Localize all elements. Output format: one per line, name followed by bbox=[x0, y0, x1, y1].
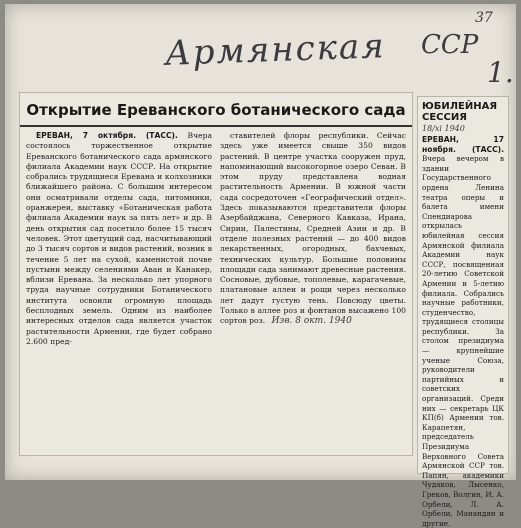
side-heading: ЮБИЛЕЙНАЯ СЕССИЯ bbox=[422, 101, 498, 123]
main-clipping bbox=[19, 92, 413, 456]
handwritten-source-note: Изв. 8 окт. 1940 bbox=[271, 316, 352, 327]
article-dateline: ЕРЕВАН, 7 октября. (ТАСС). bbox=[36, 131, 178, 140]
article-text-2: ставителей флоры республики. Сейчас здесь уже имеется свыше 350 видов растений. В центре участка сооружен пруд, напоминающий высокогорное озеро Севан. В этом пруду представлена водная растительность Армении. В южной части сада сосредоточен «Географический отдел». Здесь показываются представители флоры Азербайджана, Северного Кавказа, Ирана, Сирии, Палестины, Средней Азии и др. В отделе полезных растений — до 400 видов лекарственных, огородных, бахчевых, технических культур. Большие половины площади сада занимают древесные растения. Сосновые, дубовые, тополевые, карагачевые, платановые аллеи и рощи через несколько лет дадут густую тень. Повсюду цветы. Только в аллее роз и фонтанов высажено 100 сортов роз. bbox=[220, 131, 406, 326]
headline-rule bbox=[20, 125, 412, 127]
handwritten-title: Армянская bbox=[164, 26, 387, 74]
article-headline: Открытие Ереванского ботанического сада bbox=[26, 101, 406, 119]
side-body: Вчера вечером в здании Государственного ордена Ленина театра оперы и балета имени Спендиарова открылась юбилейная сессия Армянской филиала Академии наук СССР, посвященная 20-летию Советской Армении и 5-летию филиала. Собрались научные работники, студенчество, трудящиеся столицы республики. За столом президиума — крупнейшие ученые Союза, руководители партийных и советских организаций. Среди них — секретарь ЦК КП(б) Армении тов. Карапетян, председатель Президиума Верховного Совета Армянской ССР тов. Папян, академики Чудаков, Лысенко, Греков, Волгин, И. А. Орбели, Л. А. Орбели, Манандян и другие. bbox=[422, 154, 504, 528]
article-column-2 bbox=[220, 131, 406, 451]
article-columns bbox=[26, 131, 406, 451]
side-article-text bbox=[422, 135, 504, 528]
side-handwritten-date: 18/xi 1940 bbox=[422, 124, 465, 133]
side-clipping bbox=[417, 96, 509, 528]
article-text-1: Вчера состоялось торжественное открытие Ереванского ботанического сада армянского филиала Академии наук СССР. На открытие собрались трудящиеся Еревана и колхозники ближайшего района. С большим интересом они осматривали отделы сада, питомники, оранжереи, выставку «Ботаническая работа филиала Академии наук за пять лет» и др. В день открытия сад посетило более 15 тысяч человек. Этот цветущий сад, насчитывающий до 3 тысяч сортов и видов растений, возник в течение 5 лет на сухой, каменистой почве пустыни между селениями Аван и Канакер, вблизи Еревана. За несколько лет упорного труда научные сотрудники Ботанического института освоили огромную площадь бесплодных земель. Одним из наиболее интересных отделов сада является участок растительности Армении, где будет собрано 2.600 пред- bbox=[26, 131, 212, 346]
handwritten-number: 1. bbox=[487, 56, 514, 89]
side-dateline: ЕРЕВАН, 17 ноября. (ТАСС). bbox=[422, 135, 504, 154]
handwritten-ssr: ССР bbox=[421, 30, 479, 60]
archive-sheet bbox=[5, 4, 516, 528]
article-column-1 bbox=[26, 131, 212, 451]
handwritten-page-number: 37 bbox=[475, 10, 493, 26]
